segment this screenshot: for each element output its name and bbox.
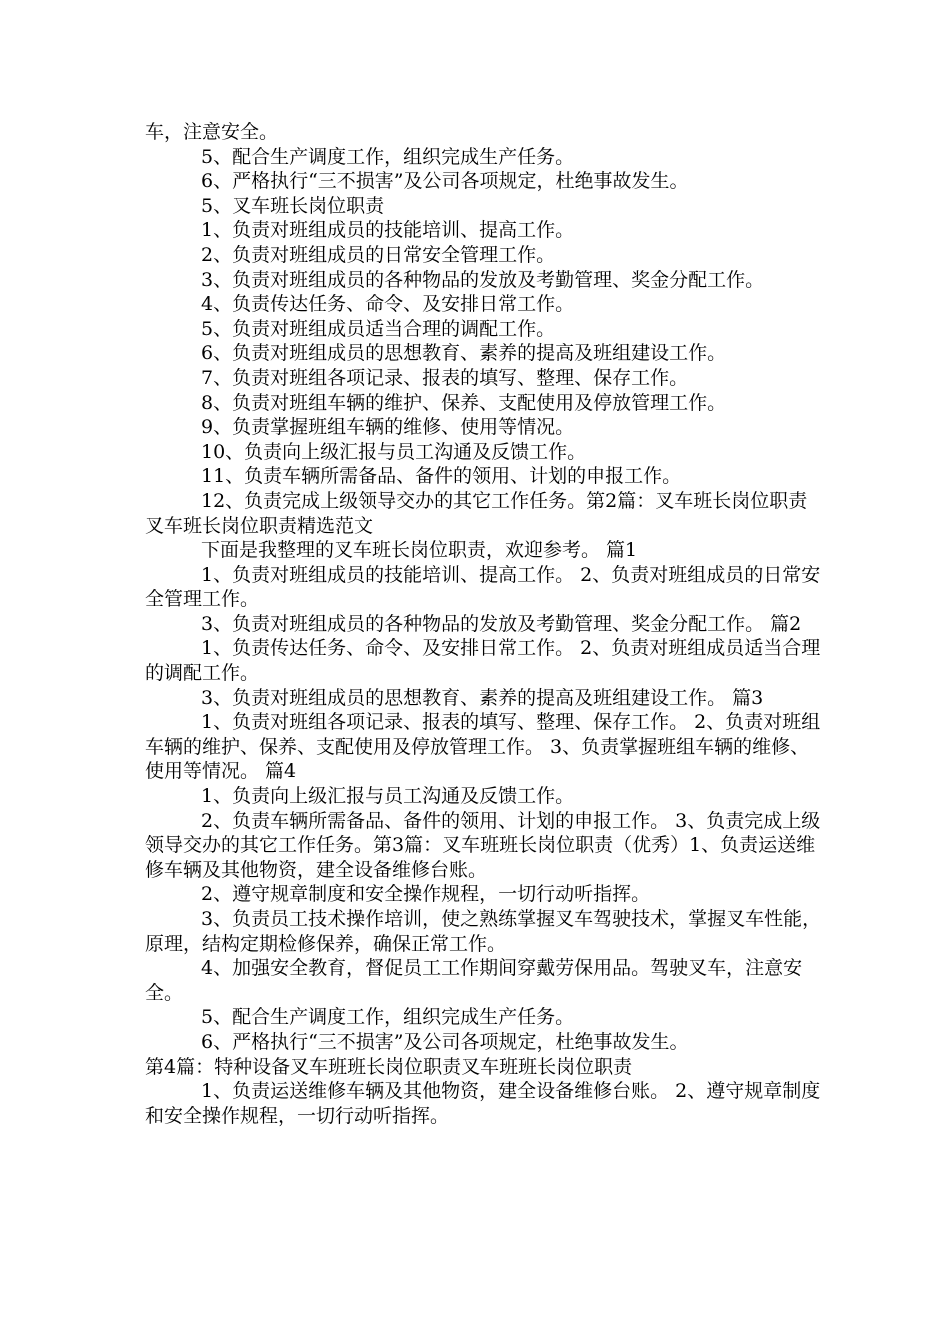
paragraph: 10、负责向上级汇报与员工沟通及反馈工作。 (201, 440, 587, 463)
paragraph: 1、负责对班组成员的技能培训、提高工作。 2、负责对班组成员的日常安全管理工作。 (145, 563, 821, 611)
paragraph: 1、负责对班组各项记录、报表的填写、整理、保存工作。 2、负责对班组车辆的维护、保养、支配使用及停放管理工作。 3、负责掌握班组车辆的维修、使用等情况。 篇4 (145, 711, 821, 783)
paragraph: 11、负责车辆所需备品、备件的领用、计划的申报工作。 (201, 465, 682, 488)
paragraph: 2、负责车辆所需备品、备件的领用、计划的申报工作。 3、负责完成上级领导交办的其它工作任务。第3篇：叉车班班长岗位职责（优秀）1、负责运送维修车辆及其他物资，建全设备维修台账。 (145, 809, 821, 881)
paragraph: 6、严格执行“三不损害”及公司各项规定，杜绝事故发生。 (201, 1030, 689, 1053)
paragraph: 5、配合生产调度工作，组织完成生产任务。 (201, 1006, 575, 1029)
paragraph: 2、负责对班组成员的日常安全管理工作。 (201, 243, 556, 266)
paragraph: 5、叉车班长岗位职责 (201, 194, 385, 217)
paragraph: 1、负责向上级汇报与员工沟通及反馈工作。 (201, 785, 575, 808)
paragraph: 6、严格执行“三不损害”及公司各项规定，杜绝事故发生。 (201, 170, 689, 193)
paragraph: 1、负责对班组成员的技能培训、提高工作。 (201, 219, 575, 242)
paragraph: 1、负责传达任务、命令、及安排日常工作。 2、负责对班组成员适当合理的调配工作。 (145, 637, 821, 685)
paragraph: 3、负责对班组成员的各种物品的发放及考勤管理、奖金分配工作。 (201, 268, 765, 291)
paragraph: 5、负责对班组成员适当合理的调配工作。 (201, 317, 556, 340)
paragraph: 6、负责对班组成员的思想教育、素养的提高及班组建设工作。 (201, 342, 727, 365)
paragraph: 3、负责对班组成员的思想教育、素养的提高及班组建设工作。 篇3 (201, 686, 764, 709)
paragraph: 3、负责对班组成员的各种物品的发放及考勤管理、奖金分配工作。 篇2 (201, 612, 802, 635)
paragraph: 4、负责传达任务、命令、及安排日常工作。 (201, 293, 575, 316)
paragraph: 9、负责掌握班组车辆的维修、使用等情况。 (201, 416, 575, 439)
paragraph: 3、负责员工技术操作培训，使之熟练掌握叉车驾驶技术，掌握叉车性能，原理，结构定期检修保养，确保正常工作。 (145, 908, 822, 955)
paragraph: 5、配合生产调度工作，组织完成生产任务。 (201, 145, 575, 168)
paragraph: 第4篇：特种设备叉车班班长岗位职责叉车班班长岗位职责 (145, 1055, 633, 1078)
paragraph: 12、负责完成上级领导交办的其它工作任务。第2篇：叉车班长岗位职责叉车班长岗位职责精选范文 (145, 489, 808, 537)
paragraph: 2、遵守规章制度和安全操作规程，一切行动听指挥。 (201, 883, 651, 906)
paragraph: 7、负责对班组各项记录、报表的填写、整理、保存工作。 (201, 366, 689, 389)
paragraph: 下面是我整理的叉车班长岗位职责，欢迎参考。 篇1 (201, 539, 638, 562)
paragraph: 1、负责运送维修车辆及其他物资，建全设备维修台账。 2、遵守规章制度和安全操作规程，一切行动听指挥。 (145, 1080, 821, 1127)
document-body (145, 120, 825, 1128)
paragraph: 4、加强安全教育，督促员工工作期间穿戴劳保用品。驾驶叉车，注意安全。 (145, 957, 803, 1004)
paragraph: 车，注意安全。 (145, 121, 279, 143)
paragraph: 8、负责对班组车辆的维护、保养、支配使用及停放管理工作。 (201, 391, 727, 414)
